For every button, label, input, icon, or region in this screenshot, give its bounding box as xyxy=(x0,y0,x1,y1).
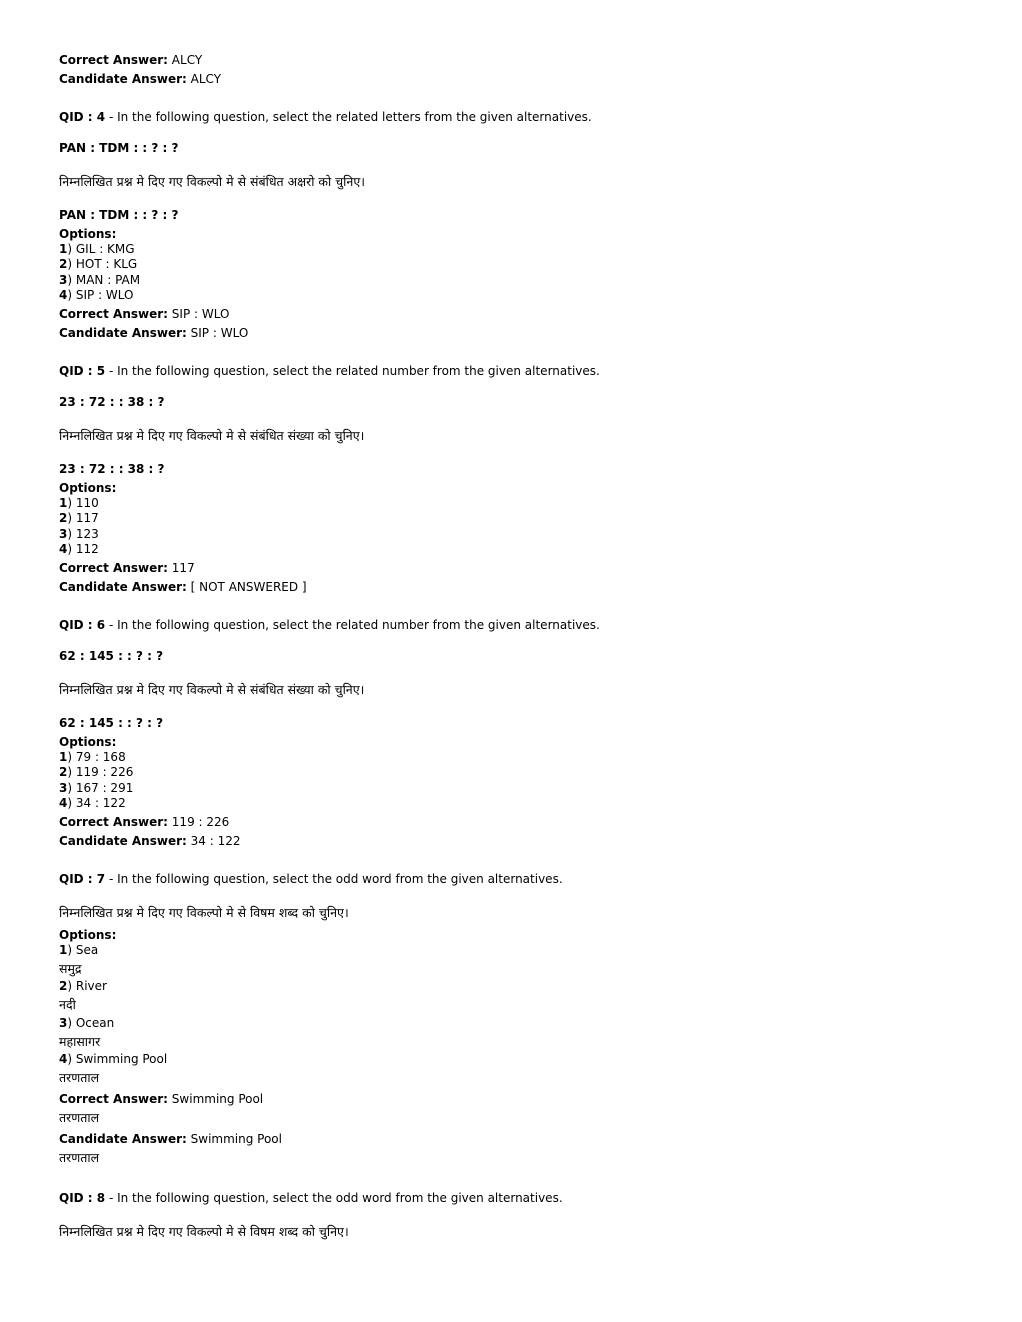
candidate-answer-value: 34 : 122 xyxy=(190,834,241,848)
qid: QID : 8 xyxy=(59,1191,106,1205)
option-hindi: समुद्र xyxy=(59,961,82,976)
candidate-answer-line: Candidate Answer: [ NOT ANSWERED ] xyxy=(59,580,307,594)
option: 2) 117 xyxy=(59,511,99,525)
question-header xyxy=(59,618,600,633)
question-header xyxy=(59,364,600,379)
option-hindi: तरणताल xyxy=(59,1070,100,1085)
question-text: - In the following question, select the related letters from the given alternatives. xyxy=(105,110,592,124)
question-text-hindi: निम्नलिखित प्रश्न मे दिए गए विकल्पो मे से संबंधित संख्या को चुनिए। xyxy=(59,428,365,443)
question-header xyxy=(59,1191,563,1206)
option: 2) 119 : 226 xyxy=(59,765,134,779)
question-stem-hindi: 62 : 145 : : ? : ? xyxy=(59,716,164,730)
candidate-answer-value: [ NOT ANSWERED ] xyxy=(190,580,307,594)
correct-answer-value: ALCY xyxy=(171,53,203,67)
option: 3) MAN : PAM xyxy=(59,273,141,287)
options-label: Options: xyxy=(59,481,117,495)
option: 4) Swimming Pool xyxy=(59,1052,168,1066)
correct-answer-label: Correct Answer: xyxy=(59,53,168,67)
correct-answer-value: SIP : WLO xyxy=(171,307,230,321)
question-stem: 62 : 145 : : ? : ? xyxy=(59,649,164,663)
option: 1) Sea xyxy=(59,943,99,957)
candidate-answer-value: ALCY xyxy=(190,72,222,86)
option: 4) SIP : WLO xyxy=(59,288,134,302)
candidate-answer-line: Candidate Answer: Swimming Pool xyxy=(59,1132,282,1146)
question-text: - In the following question, select the related number from the given alternatives. xyxy=(105,618,600,632)
question-text: - In the following question, select the odd word from the given alternatives. xyxy=(105,872,563,886)
option-hindi: महासागर xyxy=(59,1034,101,1049)
correct-answer-line: Correct Answer: Swimming Pool xyxy=(59,1092,264,1106)
question-stem: PAN : TDM : : ? : ? xyxy=(59,141,179,155)
correct-answer-hindi: तरणताल xyxy=(59,1110,100,1125)
option: 2) HOT : KLG xyxy=(59,257,138,271)
correct-answer-value: 119 : 226 xyxy=(171,815,230,829)
option-hindi: नदी xyxy=(59,997,76,1012)
question-stem-hindi: PAN : TDM : : ? : ? xyxy=(59,208,179,222)
correct-answer-value: Swimming Pool xyxy=(171,1092,264,1106)
question-stem: 23 : 72 : : 38 : ? xyxy=(59,395,165,409)
question-text-hindi: निम्नलिखित प्रश्न मे दिए गए विकल्पो मे से विषम शब्द को चुनिए। xyxy=(59,1224,349,1239)
candidate-answer-label: Candidate Answer: xyxy=(59,72,187,86)
question-text-hindi: निम्नलिखित प्रश्न मे दिए गए विकल्पो मे से संबंधित अक्षरो को चुनिए। xyxy=(59,174,366,189)
question-header xyxy=(59,110,592,125)
qid: QID : 7 xyxy=(59,872,106,886)
question-text-hindi: निम्नलिखित प्रश्न मे दिए गए विकल्पो मे से संबंधित संख्या को चुनिए। xyxy=(59,682,365,697)
option: 1) GIL : KMG xyxy=(59,242,135,256)
correct-answer-line: Correct Answer: SIP : WLO xyxy=(59,307,230,321)
correct-answer-value: 117 xyxy=(171,561,195,575)
candidate-answer-value: SIP : WLO xyxy=(190,326,249,340)
correct-answer-line xyxy=(59,53,202,68)
option: 3) Ocean xyxy=(59,1016,115,1030)
candidate-answer-hindi: तरणताल xyxy=(59,1150,100,1165)
question-text: - In the following question, select the related number from the given alternatives. xyxy=(105,364,600,378)
correct-answer-line: Correct Answer: 117 xyxy=(59,561,195,575)
option: 2) River xyxy=(59,979,107,993)
option: 3) 167 : 291 xyxy=(59,781,134,795)
question-text: - In the following question, select the odd word from the given alternatives. xyxy=(105,1191,563,1205)
qid: QID : 5 xyxy=(59,364,106,378)
options-label: Options: xyxy=(59,928,117,942)
candidate-answer-value: Swimming Pool xyxy=(190,1132,282,1146)
option: 4) 112 xyxy=(59,542,99,556)
candidate-answer-line: Candidate Answer: SIP : WLO xyxy=(59,326,249,340)
options-label: Options: xyxy=(59,735,117,749)
question-header xyxy=(59,872,563,887)
candidate-answer-line xyxy=(59,72,221,87)
question-stem-hindi: 23 : 72 : : 38 : ? xyxy=(59,462,165,476)
option: 1) 79 : 168 xyxy=(59,750,126,764)
candidate-answer-line: Candidate Answer: 34 : 122 xyxy=(59,834,241,848)
qid: QID : 6 xyxy=(59,618,106,632)
option: 4) 34 : 122 xyxy=(59,796,126,810)
question-text-hindi: निम्नलिखित प्रश्न मे दिए गए विकल्पो मे से विषम शब्द को चुनिए। xyxy=(59,905,349,920)
correct-answer-line: Correct Answer: 119 : 226 xyxy=(59,815,230,829)
options-label: Options: xyxy=(59,227,117,241)
option: 3) 123 xyxy=(59,527,99,541)
option: 1) 110 xyxy=(59,496,99,510)
qid: QID : 4 xyxy=(59,110,106,124)
